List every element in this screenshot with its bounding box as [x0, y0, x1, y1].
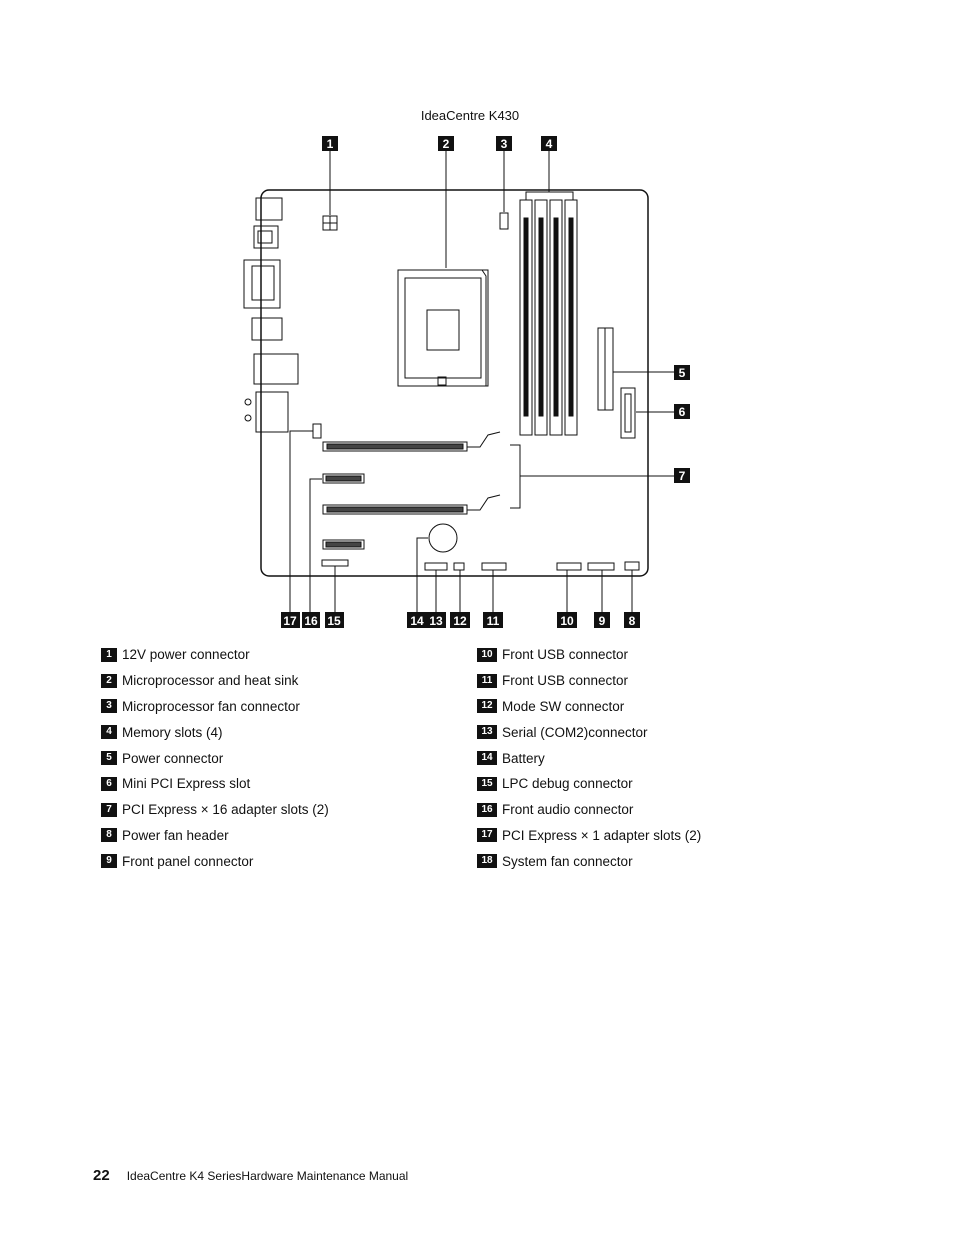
svg-text:14: 14	[410, 614, 424, 628]
legend-label: Serial (COM2)connector	[502, 724, 648, 740]
svg-text:5: 5	[678, 366, 686, 380]
svg-text:16: 16	[304, 614, 318, 628]
callout-16	[302, 612, 320, 628]
legend-item	[477, 745, 701, 771]
pcie-x16-slots	[323, 432, 500, 514]
callout-4	[541, 136, 557, 151]
legend-item	[477, 848, 701, 874]
svg-text:10: 10	[560, 614, 574, 628]
rear-io-ports	[244, 198, 298, 432]
callout-5	[674, 365, 690, 380]
svg-text:6: 6	[678, 405, 686, 419]
legend-left-column	[101, 642, 329, 874]
legend-item	[101, 771, 329, 797]
callout-10	[557, 612, 577, 628]
legend-label: LPC debug connector	[502, 776, 633, 792]
legend-item	[477, 668, 701, 694]
svg-text:17: 17	[283, 614, 297, 628]
legend-badge: 13	[477, 725, 497, 739]
legend-item	[101, 745, 329, 771]
legend-item	[101, 694, 329, 720]
memory-slots	[520, 200, 577, 435]
callout-2	[438, 136, 454, 151]
12v-connector	[323, 216, 337, 230]
legend-badge: 7	[101, 803, 117, 817]
callout-15	[325, 612, 344, 628]
legend-badge: 2	[101, 674, 117, 688]
legend-label: PCI Express × 16 adapter slots (2)	[122, 802, 329, 818]
system-fan-connector	[313, 424, 321, 438]
legend-label: Mini PCI Express slot	[122, 776, 251, 792]
legend-item	[101, 719, 329, 745]
callout-12	[450, 612, 470, 628]
bottom-headers	[322, 560, 639, 570]
legend-label: Front audio connector	[502, 802, 634, 818]
callout-6	[674, 404, 690, 419]
legend-badge: 12	[477, 699, 497, 713]
callout-1	[322, 136, 338, 151]
legend-label: PCI Express × 1 adapter slots (2)	[502, 827, 702, 843]
svg-text:8: 8	[628, 614, 636, 628]
legend-badge: 1	[101, 648, 117, 662]
cpu-fan-connector	[500, 213, 508, 229]
callout-3	[496, 136, 512, 151]
svg-text:3: 3	[500, 137, 508, 151]
legend-badge: 4	[101, 725, 117, 739]
legend-badge: 9	[101, 854, 117, 868]
svg-text:1: 1	[326, 137, 334, 151]
legend-badge: 15	[477, 777, 497, 791]
svg-text:7: 7	[678, 469, 686, 483]
legend-item	[477, 797, 701, 823]
callout-14	[407, 612, 427, 628]
svg-text:13: 13	[429, 614, 443, 628]
legend-label: Front USB connector	[502, 673, 629, 689]
page-number: 22	[93, 1167, 110, 1184]
callout-13	[427, 612, 446, 628]
legend-badge: 10	[477, 648, 497, 662]
atx-power-connector	[598, 328, 613, 410]
legend-badge: 8	[101, 828, 117, 842]
svg-text:12: 12	[453, 614, 467, 628]
legend-badge: 5	[101, 751, 117, 765]
callout-7	[674, 468, 690, 483]
callout-9	[594, 612, 610, 628]
callout-17	[281, 612, 300, 628]
callout-11	[483, 612, 503, 628]
legend-label: Power connector	[122, 750, 224, 766]
legend-label: Mode SW connector	[502, 698, 625, 714]
legend-label: Microprocessor and heat sink	[122, 673, 299, 689]
legend-badge: 18	[477, 854, 497, 868]
callout-8	[624, 612, 640, 628]
svg-text:11: 11	[486, 614, 500, 628]
manual-title: IdeaCentre K4 SeriesHardware Maintenance Manual	[126, 1169, 409, 1183]
legend-item	[101, 848, 329, 874]
legend-badge: 6	[101, 777, 117, 791]
page-footer	[93, 1167, 408, 1184]
legend-badge: 17	[477, 828, 497, 842]
legend-label: System fan connector	[502, 853, 633, 869]
legend-badge: 16	[477, 803, 497, 817]
board-outline	[261, 190, 648, 576]
legend-badge: 14	[477, 751, 497, 765]
legend-item	[477, 694, 701, 720]
legend-item	[101, 797, 329, 823]
legend-item	[477, 771, 701, 797]
legend-label: Memory slots (4)	[122, 724, 223, 740]
legend-label: Front panel connector	[122, 853, 254, 869]
legend-item	[477, 719, 701, 745]
legend-label: Front USB connector	[502, 647, 629, 663]
svg-text:2: 2	[442, 137, 450, 151]
legend-label: 12V power connector	[122, 647, 250, 663]
legend-label: Power fan header	[122, 827, 229, 843]
mini-pcie-slot	[621, 388, 635, 438]
legend-item	[477, 823, 701, 849]
legend-item	[101, 668, 329, 694]
legend-item	[101, 642, 329, 668]
legend-badge: 11	[477, 674, 497, 688]
svg-text:4: 4	[545, 137, 553, 151]
legend-item	[101, 823, 329, 849]
legend-label: Battery	[502, 750, 545, 766]
svg-text:9: 9	[598, 614, 606, 628]
battery	[429, 524, 457, 552]
legend-label: Microprocessor fan connector	[122, 698, 300, 714]
legend-badge: 3	[101, 699, 117, 713]
legend-right-column	[477, 642, 701, 874]
legend-item	[477, 642, 701, 668]
diagram-title: IdeaCentre K430	[420, 108, 520, 123]
svg-text:15: 15	[327, 614, 341, 628]
cpu-socket	[398, 270, 488, 386]
